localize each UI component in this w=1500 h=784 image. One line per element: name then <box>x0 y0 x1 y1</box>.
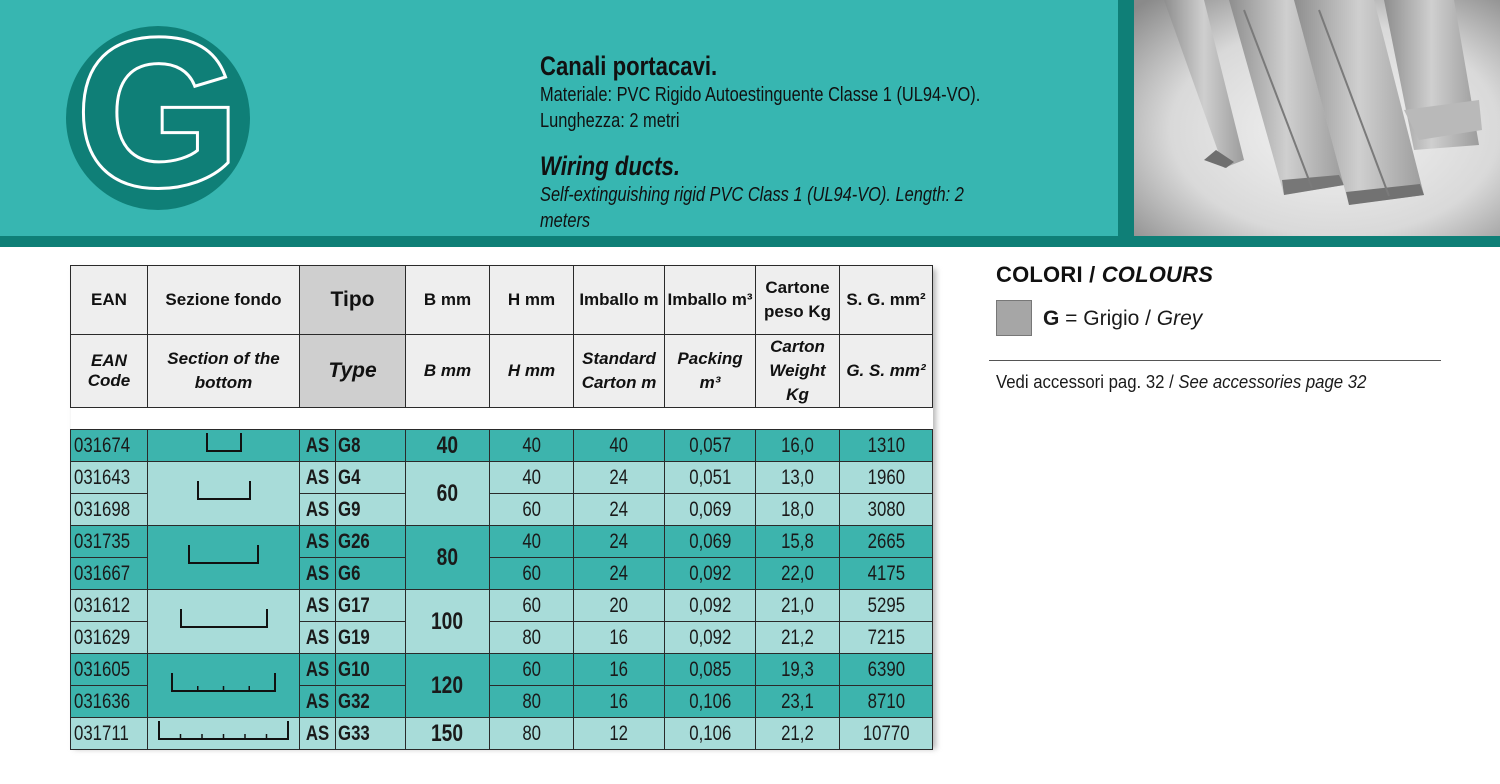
carton-m-cell-text: 16 <box>609 657 629 681</box>
grey-swatch <box>996 300 1032 336</box>
packing-cell-text: 0,069 <box>688 529 732 553</box>
packing-cell <box>665 494 756 526</box>
swatch-label <box>1043 307 1202 331</box>
channel-section-icon <box>185 544 262 566</box>
accessories-it: Vedi accessori pag. 32 / <box>996 372 1179 392</box>
type-prefix-cell <box>300 654 336 686</box>
b-mm-cell-text: 100 <box>431 607 464 635</box>
packing-cell-text: 0,106 <box>688 689 732 713</box>
type-prefix-cell <box>300 430 336 462</box>
header-ean: EAN <box>71 266 148 335</box>
h-mm-cell <box>490 718 574 750</box>
packing-cell <box>665 686 756 718</box>
header-h-en: H mm <box>490 335 574 408</box>
colour-equals: = Grigio / <box>1059 307 1157 330</box>
carton-m-cell <box>574 494 665 526</box>
section-cell <box>148 462 300 526</box>
header-section-en: Section of the bottom <box>148 335 300 408</box>
colours-title-sep: / <box>1082 262 1102 287</box>
ean-cell <box>71 686 148 718</box>
header-type-en: Type <box>300 335 406 408</box>
gross-section-cell <box>840 558 933 590</box>
colours-title-en: COLOURS <box>1101 262 1214 287</box>
carton-m-cell <box>574 590 665 622</box>
header-section: Sezione fondo <box>148 266 300 335</box>
type-prefix-cell <box>300 686 336 718</box>
b-mm-cell-text: 40 <box>436 431 459 459</box>
type-prefix-cell-text: AS <box>305 625 330 649</box>
carton-m-cell-text: 24 <box>609 561 629 585</box>
weight-cell <box>756 494 840 526</box>
packing-cell-text: 0,057 <box>688 433 732 457</box>
ean-cell <box>71 526 148 558</box>
type-prefix-cell-text: AS <box>305 657 330 681</box>
ean-cell-text: 031612 <box>74 593 131 617</box>
carton-m-cell-text: 24 <box>609 529 629 553</box>
type-code-cell <box>336 494 406 526</box>
packing-cell <box>665 526 756 558</box>
ean-cell <box>71 558 148 590</box>
carton-m-cell-text: 12 <box>609 721 629 745</box>
table-row <box>71 654 933 686</box>
h-mm-cell <box>490 462 574 494</box>
gross-section-cell-text: 6390 <box>867 657 905 681</box>
packing-cell <box>665 462 756 494</box>
weight-cell <box>756 590 840 622</box>
type-code-cell-text: G9 <box>338 497 361 521</box>
colour-swatch-row <box>996 300 1296 340</box>
weight-cell <box>756 718 840 750</box>
packing-cell <box>665 718 756 750</box>
type-prefix-cell <box>300 558 336 590</box>
table-row <box>71 590 933 622</box>
weight-cell-text: 13,0 <box>781 465 814 489</box>
header-text <box>540 50 1007 234</box>
header-weight: Cartone peso Kg <box>756 266 840 335</box>
h-mm-cell <box>490 622 574 654</box>
type-code-cell-text: G33 <box>338 721 370 745</box>
channel-section-icon <box>177 608 271 630</box>
carton-m-cell <box>574 462 665 494</box>
subtitle-en: Self-extinguishing rigid PVC Class 1 (UL94-VO). Length: 2 meters <box>540 184 964 232</box>
h-mm-cell-text: 40 <box>522 433 541 457</box>
weight-cell-text: 19,3 <box>781 657 814 681</box>
ean-cell-text: 031629 <box>74 625 131 649</box>
type-prefix-cell-text: AS <box>305 529 330 553</box>
h-mm-cell-text: 60 <box>522 657 541 681</box>
gross-section-cell <box>840 462 933 494</box>
header-packing-en: Packing m³ <box>665 335 756 408</box>
b-mm-cell <box>406 718 490 750</box>
type-prefix-cell-text: AS <box>305 561 330 585</box>
weight-cell-text: 15,8 <box>781 529 814 553</box>
gross-section-cell-text: 3080 <box>867 497 905 521</box>
carton-m-cell <box>574 654 665 686</box>
type-code-cell-text: G6 <box>338 561 361 585</box>
weight-cell <box>756 686 840 718</box>
header-b: B mm <box>406 266 490 335</box>
carton-m-cell-text: 24 <box>609 497 629 521</box>
weight-cell <box>756 430 840 462</box>
ean-cell-text: 031636 <box>74 689 131 713</box>
h-mm-cell-text: 80 <box>522 689 541 713</box>
type-prefix-cell-text: AS <box>305 593 330 617</box>
section-cell <box>148 590 300 654</box>
type-code-cell-text: G26 <box>338 529 370 553</box>
carton-m-cell <box>574 686 665 718</box>
h-mm-cell <box>490 686 574 718</box>
b-mm-cell-text: 150 <box>431 719 464 747</box>
gross-section-cell <box>840 622 933 654</box>
colour-code: G <box>1043 307 1060 330</box>
subtitle-it: Materiale: PVC Rigido Autoestinguente Classe 1 (UL94-VO). Lunghezza: 2 metri <box>540 84 981 132</box>
packing-cell <box>665 622 756 654</box>
weight-cell <box>756 526 840 558</box>
type-code-cell <box>336 430 406 462</box>
gross-section-cell <box>840 718 933 750</box>
packing-cell-text: 0,092 <box>688 561 732 585</box>
h-mm-cell-text: 60 <box>522 593 541 617</box>
product-table-wrap <box>70 265 932 750</box>
h-mm-cell <box>490 654 574 686</box>
gross-section-cell-text: 5295 <box>867 593 905 617</box>
colours-title-it: COLORI <box>996 262 1083 287</box>
h-mm-cell-text: 60 <box>522 497 541 521</box>
h-mm-cell <box>490 526 574 558</box>
ean-cell <box>71 654 148 686</box>
header-panel <box>0 0 1118 236</box>
carton-m-cell <box>574 558 665 590</box>
ean-cell <box>71 494 148 526</box>
weight-cell-text: 22,0 <box>781 561 814 585</box>
accessories-en: See accessories page 32 <box>1178 372 1367 392</box>
gross-section-cell-text: 2665 <box>867 529 905 553</box>
table-body <box>71 408 933 750</box>
type-code-cell <box>336 526 406 558</box>
type-code-cell-text: G10 <box>338 657 370 681</box>
type-prefix-cell-text: AS <box>305 465 330 489</box>
channel-section-icon <box>168 672 279 694</box>
type-prefix-cell-text: AS <box>305 689 330 713</box>
header-ean-en: EAN Code <box>71 335 148 408</box>
header-type: Tipo <box>300 266 406 335</box>
header-carton-m: Imballo m <box>574 266 665 335</box>
type-prefix-cell <box>300 494 336 526</box>
weight-cell-text: 23,1 <box>781 689 814 713</box>
section-cell <box>148 526 300 590</box>
h-mm-cell <box>490 558 574 590</box>
carton-m-cell <box>574 718 665 750</box>
table-row <box>71 430 933 462</box>
carton-m-cell <box>574 430 665 462</box>
b-mm-cell-text: 80 <box>436 543 459 571</box>
gross-section-cell <box>840 430 933 462</box>
gross-section-cell <box>840 686 933 718</box>
gross-section-cell-text: 7215 <box>867 625 905 649</box>
logo-letter: G <box>76 18 240 218</box>
packing-cell <box>665 654 756 686</box>
h-mm-cell <box>490 590 574 622</box>
channel-section-icon <box>194 480 254 502</box>
carton-m-cell-text: 16 <box>609 689 629 713</box>
carton-m-cell-text: 40 <box>609 433 629 457</box>
b-mm-cell <box>406 654 490 718</box>
b-mm-cell-text: 120 <box>431 671 464 699</box>
colour-name-en: Grey <box>1156 307 1203 330</box>
h-mm-cell-text: 80 <box>522 625 541 649</box>
gross-section-cell <box>840 654 933 686</box>
weight-cell-text: 18,0 <box>781 497 814 521</box>
channel-section-icon <box>155 720 292 742</box>
carton-m-cell-text: 16 <box>609 625 629 649</box>
gross-section-cell-text: 8710 <box>867 689 905 713</box>
b-mm-cell <box>406 462 490 526</box>
ean-cell-text: 031667 <box>74 561 131 585</box>
type-prefix-cell <box>300 590 336 622</box>
ean-cell-text: 031698 <box>74 497 131 521</box>
packing-cell-text: 0,069 <box>688 497 732 521</box>
weight-cell-text: 21,2 <box>781 625 814 649</box>
gross-section-cell <box>840 590 933 622</box>
header-b-en: B mm <box>406 335 490 408</box>
channel-section-icon <box>203 432 245 454</box>
title-it: Canali portacavi. <box>540 51 718 81</box>
section-cell <box>148 718 300 750</box>
h-mm-cell-text: 60 <box>522 561 541 585</box>
section-cell <box>148 430 300 462</box>
packing-cell-text: 0,092 <box>688 593 732 617</box>
type-prefix-cell-text: AS <box>305 721 330 745</box>
type-prefix-cell <box>300 718 336 750</box>
packing-cell-text: 0,106 <box>688 721 732 745</box>
table-row <box>71 718 933 750</box>
type-code-cell-text: G32 <box>338 689 370 713</box>
type-prefix-cell <box>300 622 336 654</box>
weight-cell-text: 21,0 <box>781 593 814 617</box>
type-code-cell <box>336 622 406 654</box>
gross-section-cell-text: 10770 <box>862 721 910 745</box>
h-mm-cell-text: 40 <box>522 529 541 553</box>
packing-cell-text: 0,092 <box>688 625 732 649</box>
weight-cell <box>756 558 840 590</box>
header-gross-section: S. G. mm² <box>840 266 933 335</box>
type-code-cell <box>336 558 406 590</box>
table-row <box>71 526 933 558</box>
header-packing: Imballo m³ <box>665 266 756 335</box>
type-code-cell <box>336 654 406 686</box>
h-mm-cell <box>490 430 574 462</box>
weight-cell <box>756 622 840 654</box>
carton-m-cell <box>574 622 665 654</box>
packing-cell <box>665 430 756 462</box>
product-photo <box>1134 0 1500 236</box>
type-prefix-cell-text: AS <box>305 433 330 457</box>
gross-section-cell-text: 1960 <box>867 465 905 489</box>
b-mm-cell-text: 60 <box>436 479 459 507</box>
carton-m-cell <box>574 526 665 558</box>
packing-cell-text: 0,051 <box>688 465 732 489</box>
type-code-cell <box>336 462 406 494</box>
ean-cell-text: 031735 <box>74 529 131 553</box>
type-code-cell <box>336 718 406 750</box>
section-cell <box>148 654 300 718</box>
ean-cell <box>71 718 148 750</box>
b-mm-cell <box>406 526 490 590</box>
title-en: Wiring ducts. <box>540 151 681 181</box>
header-gross-section-en: G. S. mm² <box>840 335 933 408</box>
type-code-cell-text: G19 <box>338 625 370 649</box>
type-prefix-cell <box>300 462 336 494</box>
colours-panel <box>996 262 1446 392</box>
header-carton-m-en: Standard Carton m <box>574 335 665 408</box>
b-mm-cell <box>406 430 490 462</box>
gross-section-cell-text: 1310 <box>867 433 905 457</box>
carton-m-cell-text: 20 <box>609 593 629 617</box>
gross-section-cell <box>840 494 933 526</box>
packing-cell <box>665 590 756 622</box>
ean-cell <box>71 622 148 654</box>
accessories-note <box>996 372 1366 393</box>
ean-cell-text: 031605 <box>74 657 131 681</box>
header-h: H mm <box>490 266 574 335</box>
ean-cell <box>71 590 148 622</box>
type-code-cell-text: G4 <box>338 465 361 489</box>
type-code-cell-text: G17 <box>338 593 370 617</box>
ean-cell-text: 031674 <box>74 433 131 457</box>
weight-cell <box>756 654 840 686</box>
g-logo <box>58 18 268 218</box>
carton-m-cell-text: 24 <box>609 465 629 489</box>
ean-cell <box>71 430 148 462</box>
ean-cell-text: 031711 <box>74 721 129 745</box>
packing-cell-text: 0,085 <box>688 657 732 681</box>
ean-cell <box>71 462 148 494</box>
colours-title <box>996 262 1446 288</box>
divider <box>989 360 1441 361</box>
ean-cell-text: 031643 <box>74 465 131 489</box>
gross-section-cell <box>840 526 933 558</box>
packing-cell <box>665 558 756 590</box>
h-mm-cell-text: 80 <box>522 721 541 745</box>
h-mm-cell-text: 40 <box>522 465 541 489</box>
weight-cell-text: 16,0 <box>781 433 814 457</box>
weight-cell <box>756 462 840 494</box>
type-code-cell <box>336 686 406 718</box>
type-code-cell-text: G8 <box>338 433 361 457</box>
gross-section-cell-text: 4175 <box>867 561 905 585</box>
b-mm-cell <box>406 590 490 654</box>
type-code-cell <box>336 590 406 622</box>
weight-cell-text: 21,2 <box>781 721 814 745</box>
type-prefix-cell-text: AS <box>305 497 330 521</box>
h-mm-cell <box>490 494 574 526</box>
header-band <box>0 0 1500 247</box>
header-weight-en: Carton Weight Kg <box>756 335 840 408</box>
table-row <box>71 462 933 494</box>
type-prefix-cell <box>300 526 336 558</box>
product-table <box>70 265 933 750</box>
